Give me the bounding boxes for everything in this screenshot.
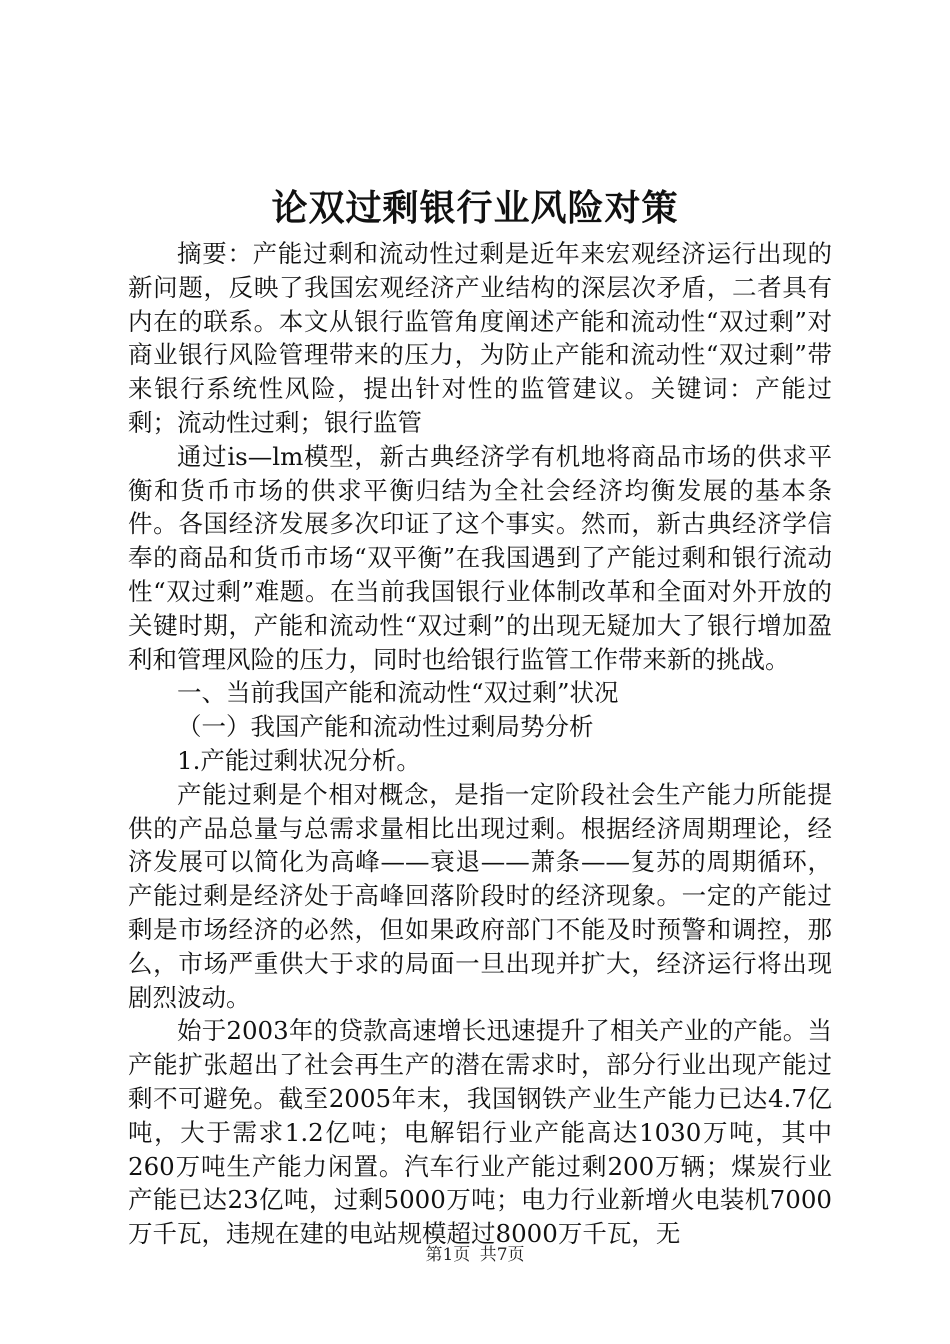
body-paragraph: 产能过剩是个相对概念，是指一定阶段社会生产能力所能提供的产品总量与总需求量相比出现过剩。根据经济周期理论，经济发展可以简化为高峰——衰退——萧条——复苏的周期循环，产能过剩是经济处于高峰回落阶段时的经济现象。一定的产能过剩是市场经济的必然，但如果政府部门不能及时预警和调控，那么，市场严重供大于求的局面一旦出现并扩大，经济运行将出现剧烈波动。 (128, 779, 832, 1012)
subsection-heading: （一）我国产能和流动性过剩局势分析 (177, 712, 594, 742)
document-title: 论双过剩银行业风险对策 (271, 187, 679, 229)
abstract-paragraph: 摘要：产能过剩和流动性过剩是近年来宏观经济运行出现的新问题，反映了我国宏观经济产业结构的深层次矛盾，二者具有内在的联系。本文从银行监管角度阐述产能和流动性“双过剩”对商业银行风险管理带来的压力，为防止产能和流动性“双过剩”带来银行系统性风险，提出针对性的监管建议。关键词：产能过剩；流动性过剩；银行监管 (128, 239, 832, 437)
intro-paragraph: 通过is—lm模型，新古典经济学有机地将商品市场的供求平衡和货币市场的供求平衡归结为全社会经济均衡发展的基本条件。各国经济发展多次印证了这个事实。然而，新古典经济学信奉的商品和货币市场“双平衡”在我国遇到了产能过剩和银行流动性“双过剩”难题。在当前我国银行业体制改革和全面对外开放的关键时期，产能和流动性“双过剩”的出现无疑加大了银行增加盈利和管理风险的压力，同时也给银行监管工作带来新的挑战。 (128, 441, 832, 674)
page-total: 共7页 (479, 1245, 525, 1265)
document-body (128, 237, 832, 1251)
page-footer (0, 1243, 950, 1267)
numbered-heading: 1.产能过剩状况分析。 (177, 745, 421, 775)
section-heading: 一、当前我国产能和流动性“双过剩”状况 (177, 678, 619, 708)
body-paragraph: 始于2003年的贷款高速增长迅速提升了相关产业的产能。当产能扩张超出了社会再生产的潜在需求时，部分行业出现产能过剩不可避免。截至2005年末，我国钢铁产业生产能力已达4.7亿吨，大于需求1.2亿吨；电解铝行业产能高达1030万吨，其中260万吨生产能力闲置。汽车行业产能过剩200万辆；煤炭行业产能已达23亿吨，过剩5000万吨；电力行业新增火电装机7000万千瓦，违规在建的电站规模超过8000万千瓦，无 (128, 1016, 832, 1249)
page-number: 第1页 (425, 1245, 471, 1265)
